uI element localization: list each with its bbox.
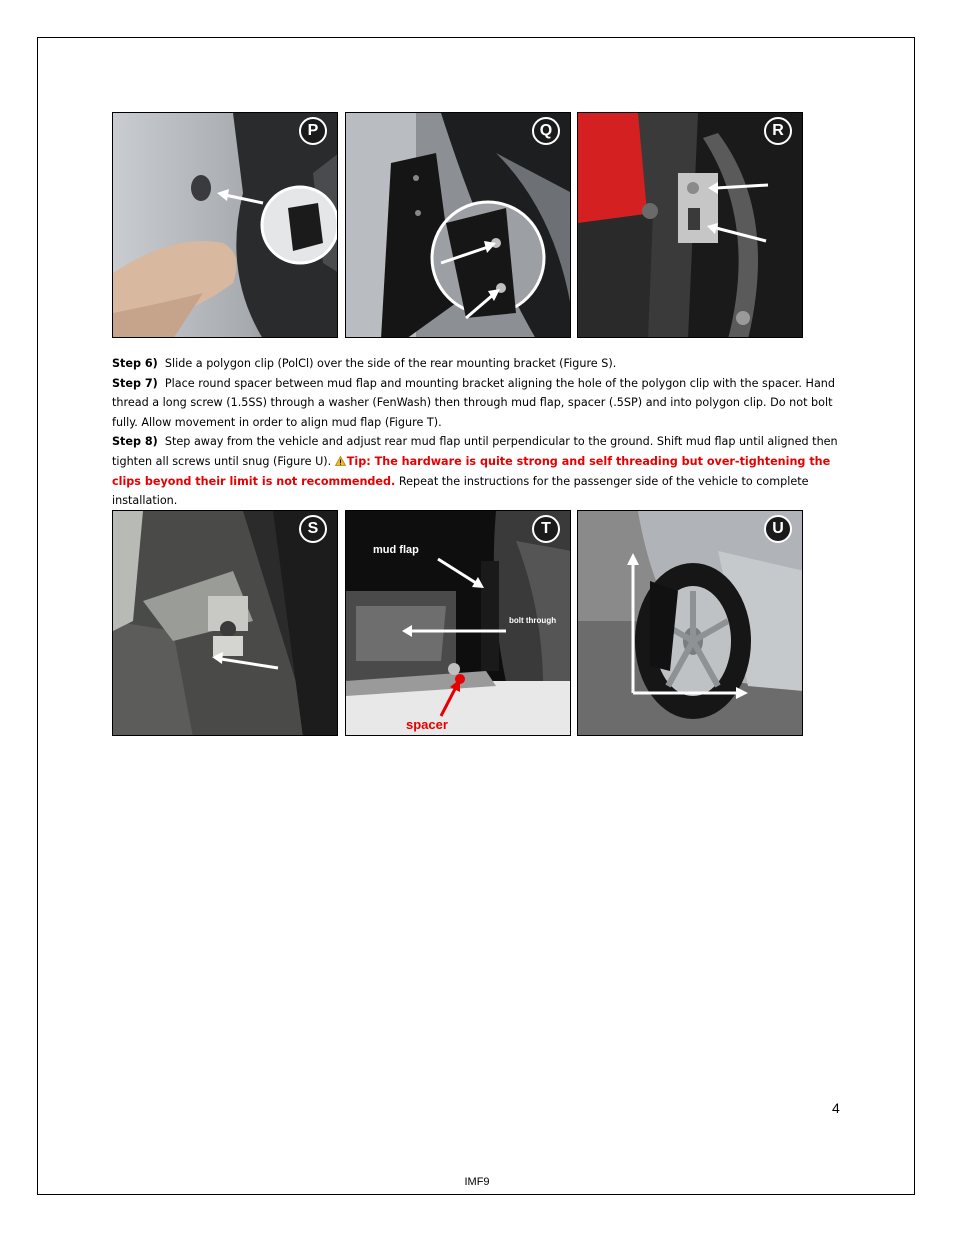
step-6 — [112, 354, 847, 374]
step-8-end: Repeat the instructions for the passenger side of the vehicle to complete installation. — [112, 474, 809, 508]
figure-q-photo — [345, 112, 571, 338]
step-6-label: Step 6) — [112, 357, 158, 370]
figure-r-label: R — [764, 117, 792, 145]
figure-u-label: U — [764, 515, 792, 543]
footer-code: IMF9 — [464, 1176, 490, 1188]
instructions — [112, 354, 847, 511]
step-7-text: Place round spacer between mud flap and mounting bracket aligning the hole of the polygon clip with the spacer. Hand thread a long screw (1.5SS) through a washer (FenWash) then through mud flap, spacer (.5SP) and into polygon clip. Do not bolt fully. Allow movement in order to align mud flap (Figure T). — [112, 376, 835, 429]
figure-r-photo — [577, 112, 803, 338]
figure-s-photo — [112, 510, 338, 736]
figure-t-label: T — [532, 515, 560, 543]
step-8 — [112, 432, 847, 510]
page-number: 4 — [832, 1100, 840, 1116]
mud-flap-label: mud flap — [373, 544, 419, 556]
figure-u-photo — [577, 510, 803, 736]
figure-q-label: Q — [532, 117, 560, 145]
tip-text: Tip: The hardware is quite strong and self threading but over-tightening the clips beyond their limit is not recommended. — [112, 454, 831, 488]
step-7-label: Step 7) — [112, 376, 158, 390]
step-8-label: Step 8) — [112, 435, 158, 449]
bolt-through-label: bolt through — [509, 616, 557, 625]
figure-s-label: S — [299, 515, 327, 543]
figure-t-photo — [345, 510, 571, 736]
step-6-text: Slide a polygon clip (PolCl) over the side of the rear mounting bracket (Figure S). — [164, 357, 617, 370]
spacer-label: spacer — [406, 717, 448, 732]
figure-p-label: P — [299, 117, 327, 145]
step-7 — [112, 374, 847, 433]
step-8-text: Step away from the vehicle and adjust rear mud flap until perpendicular to the ground. Shift mud flap until aligned then tighten all screws until snug (Figure U). — [112, 435, 838, 468]
figure-p-photo — [112, 112, 338, 338]
warning-icon — [335, 456, 346, 466]
